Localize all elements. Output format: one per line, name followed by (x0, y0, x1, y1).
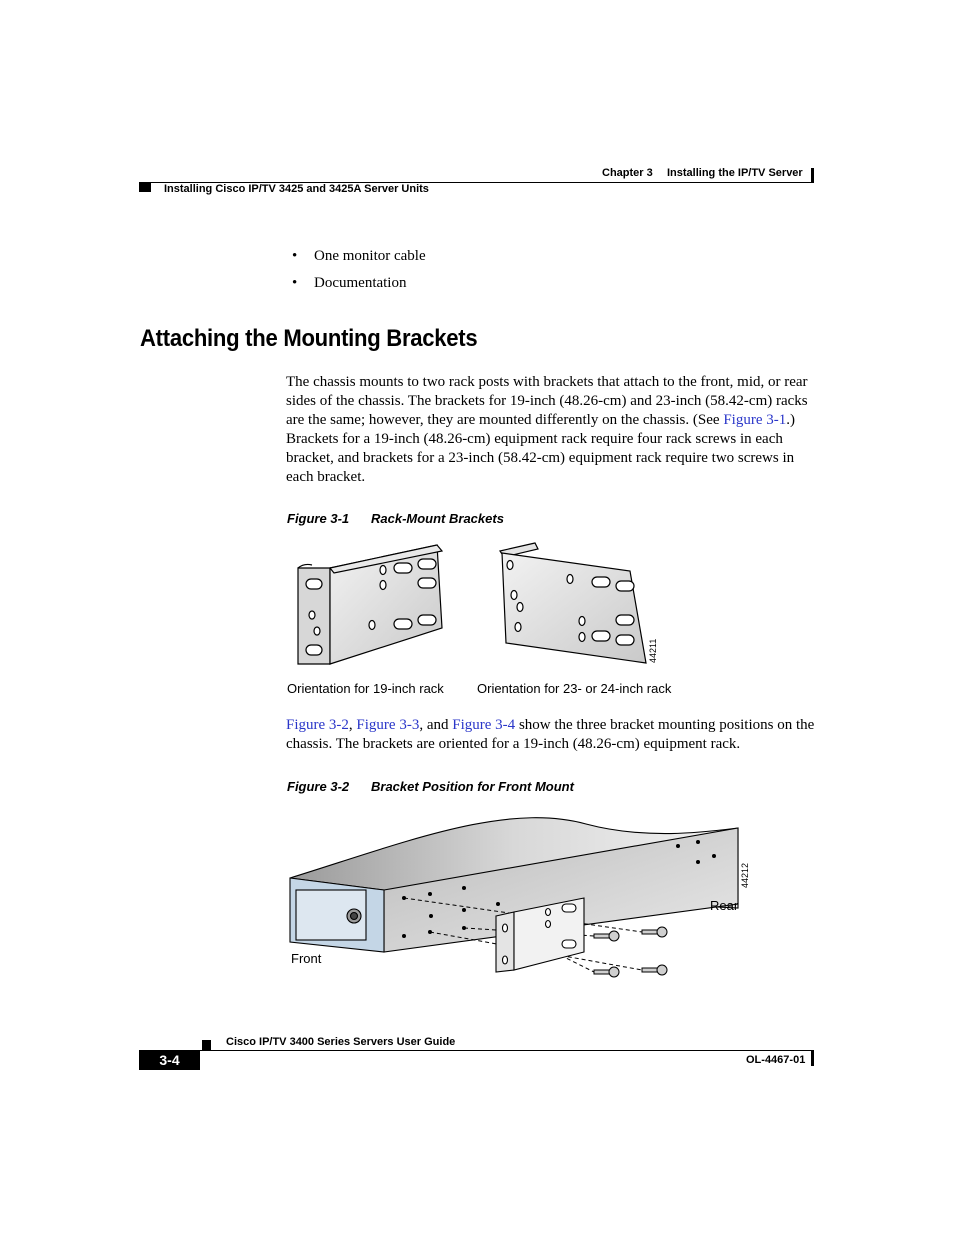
footer-guide-title: Cisco IP/TV 3400 Series Servers User Guide (226, 1036, 456, 1048)
bullet-item: • One monitor cable (292, 248, 426, 264)
paragraph-mounting: The chassis mounts to two rack posts with brackets that attach to the front, mid, or rear sides of the chassis. The brackets for 19-inch (48.26-cm) and 23-inch (58.42-cm) racks are the same; however, they are mounted differently on the chassis. (See Figure 3-1.) Brackets for a 19-inch (48.26-cm) equipment rack require four rack screws in each bracket, and brackets for a 23-inch (58.42-cm) equipment rack require two screws in each bracket. (286, 374, 808, 485)
page-number-badge: 3-4 (139, 1050, 200, 1070)
paragraph-bracket-positions: Figure 3-2, Figure 3-3, and Figure 3-4 show the three bracket mounting positions on the chassis. The brackets are oriented for a 19-inch (48.26-cm) equipment rack. (286, 717, 815, 752)
rack-mount-brackets-figure (290, 535, 670, 675)
figure-3-2-link[interactable]: Figure 3-2 (286, 717, 349, 733)
footer-right-bar (811, 1051, 814, 1066)
label-front: Front (291, 951, 322, 966)
footer-doc-number: OL-4467-01 (746, 1054, 806, 1066)
header-right-bar (811, 168, 814, 183)
label-rear: Rear (710, 898, 739, 913)
header-chapter: Chapter 3 (602, 167, 653, 179)
figure-3-2-art-id: 44212 (740, 862, 750, 888)
label-23-inch-orientation: Orientation for 23- or 24-inch rack (477, 681, 672, 696)
footer-rule (139, 1050, 814, 1051)
figure-3-3-link[interactable]: Figure 3-3 (356, 717, 420, 733)
front-mount-figure (286, 812, 758, 992)
figure-3-1-caption: Figure 3-1 Rack-Mount Brackets (287, 511, 504, 526)
figure-3-4-link[interactable]: Figure 3-4 (452, 717, 516, 733)
bracket-19-inch (298, 545, 442, 664)
bullet-item: • Documentation (292, 275, 407, 291)
rack-screws (594, 927, 667, 977)
header-chapter-title: Installing the IP/TV Server (667, 167, 803, 179)
figure-3-1-link[interactable]: Figure 3-1 (723, 412, 787, 428)
header-section-title: Installing Cisco IP/TV 3425 and 3425A Server Units (164, 183, 429, 195)
bracket-23-inch (500, 543, 646, 663)
section-heading: Attaching the Mounting Brackets (140, 325, 478, 352)
header-left-block (139, 183, 151, 192)
label-19-inch-orientation: Orientation for 19-inch rack (287, 681, 444, 696)
figure-3-2-caption: Figure 3-2 Bracket Position for Front Mount (287, 779, 574, 794)
figure-3-1-art-id: 44211 (648, 638, 658, 663)
